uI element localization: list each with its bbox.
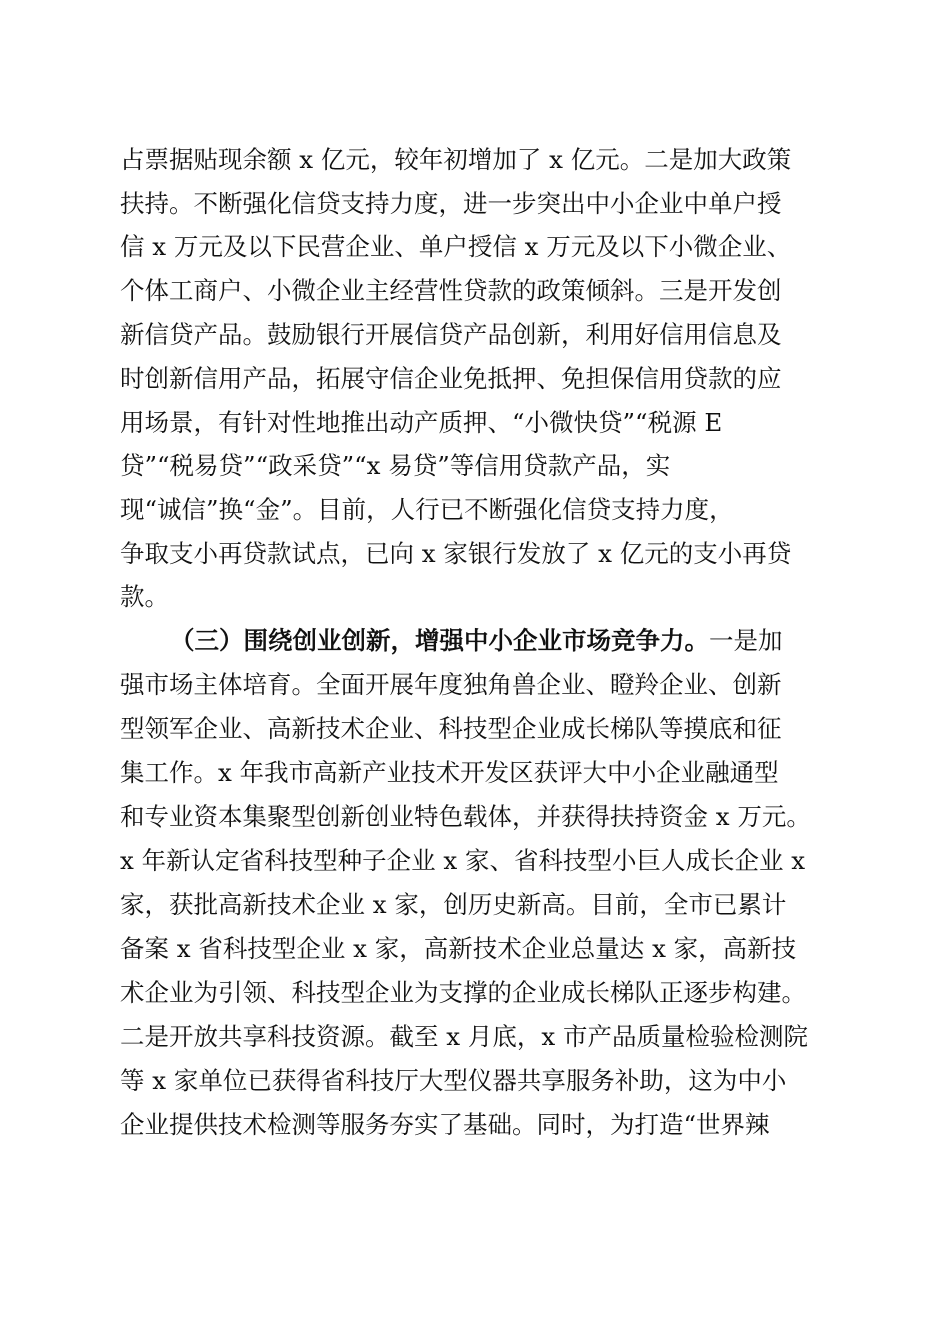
body-text-line: 扶持。不断强化信贷支持力度，进一步突出中小企业中单户授 <box>120 189 782 218</box>
body-text-line: 信 x 万元及以下民营企业、单户授信 x 万元及以下小微企业、 <box>120 232 792 261</box>
body-text-line: 和专业资本集聚型创新创业特色载体，并获得扶持资金 x 万元。 <box>120 802 811 831</box>
body-text-line: 型领军企业、高新技术企业、科技型企业成长梯队等摸底和征 <box>120 714 782 743</box>
body-text-line: 二是开放共享科技资源。截至 x 月底，x 市产品质量检验检测院 <box>120 1022 808 1051</box>
body-text-line: 企业提供技术检测等服务夯实了基础。同时，为打造“世界辣 <box>120 1110 770 1139</box>
body-text-line: 用场景，有针对性地推出动产质押、“小微快贷”“税源 E <box>120 408 723 437</box>
body-text-line: 时创新信用产品，拓展守信企业免抵押、免担保信用贷款的应 <box>120 364 782 393</box>
body-text-line: 等 x 家单位已获得省科技厅大型仪器共享服务补助，这为中小 <box>120 1066 787 1095</box>
section-heading-continuation: 一是加 <box>709 626 783 655</box>
body-text-line: 强市场主体培育。全面开展年度独角兽企业、瞪羚企业、创新 <box>120 670 782 699</box>
body-text-line: 款。 <box>120 582 169 611</box>
body-text-line: 贷”“税易贷”“政采贷”“x 易贷”等信用贷款产品，实 <box>120 451 671 480</box>
body-text-line: 争取支小再贷款试点，已向 x 家银行发放了 x 亿元的支小再贷 <box>120 539 792 568</box>
body-text-line: 新信贷产品。鼓励银行开展信贷产品创新，利用好信用信息及 <box>120 320 782 349</box>
body-text-line: 备案 x 省科技型企业 x 家，高新技术企业总量达 x 家，高新技 <box>120 934 797 963</box>
section-heading-line <box>170 624 830 658</box>
section-heading: （三）围绕创业创新，增强中小企业市场竞争力。 <box>170 626 709 655</box>
body-text-line: 家，获批高新技术企业 x 家，创历史新高。目前，全市已累计 <box>120 890 787 919</box>
body-text-line: 个体工商户、小微企业主经营性贷款的政策倾斜。三是开发创 <box>120 276 782 305</box>
body-text-line: 占票据贴现余额 x 亿元，较年初增加了 x 亿元。二是加大政策 <box>120 145 792 174</box>
body-text-line: x 年新认定省科技型种子企业 x 家、省科技型小巨人成长企业 x <box>120 846 806 875</box>
body-text-line: 集工作。x 年我市高新产业技术开发区获评大中小企业融通型 <box>120 758 779 787</box>
body-text-line: 现“诚信”换“金”。目前，人行已不断强化信贷支持力度， <box>120 495 734 524</box>
body-text-line: 术企业为引领、科技型企业为支撑的企业成长梯队正逐步构建。 <box>120 978 806 1007</box>
